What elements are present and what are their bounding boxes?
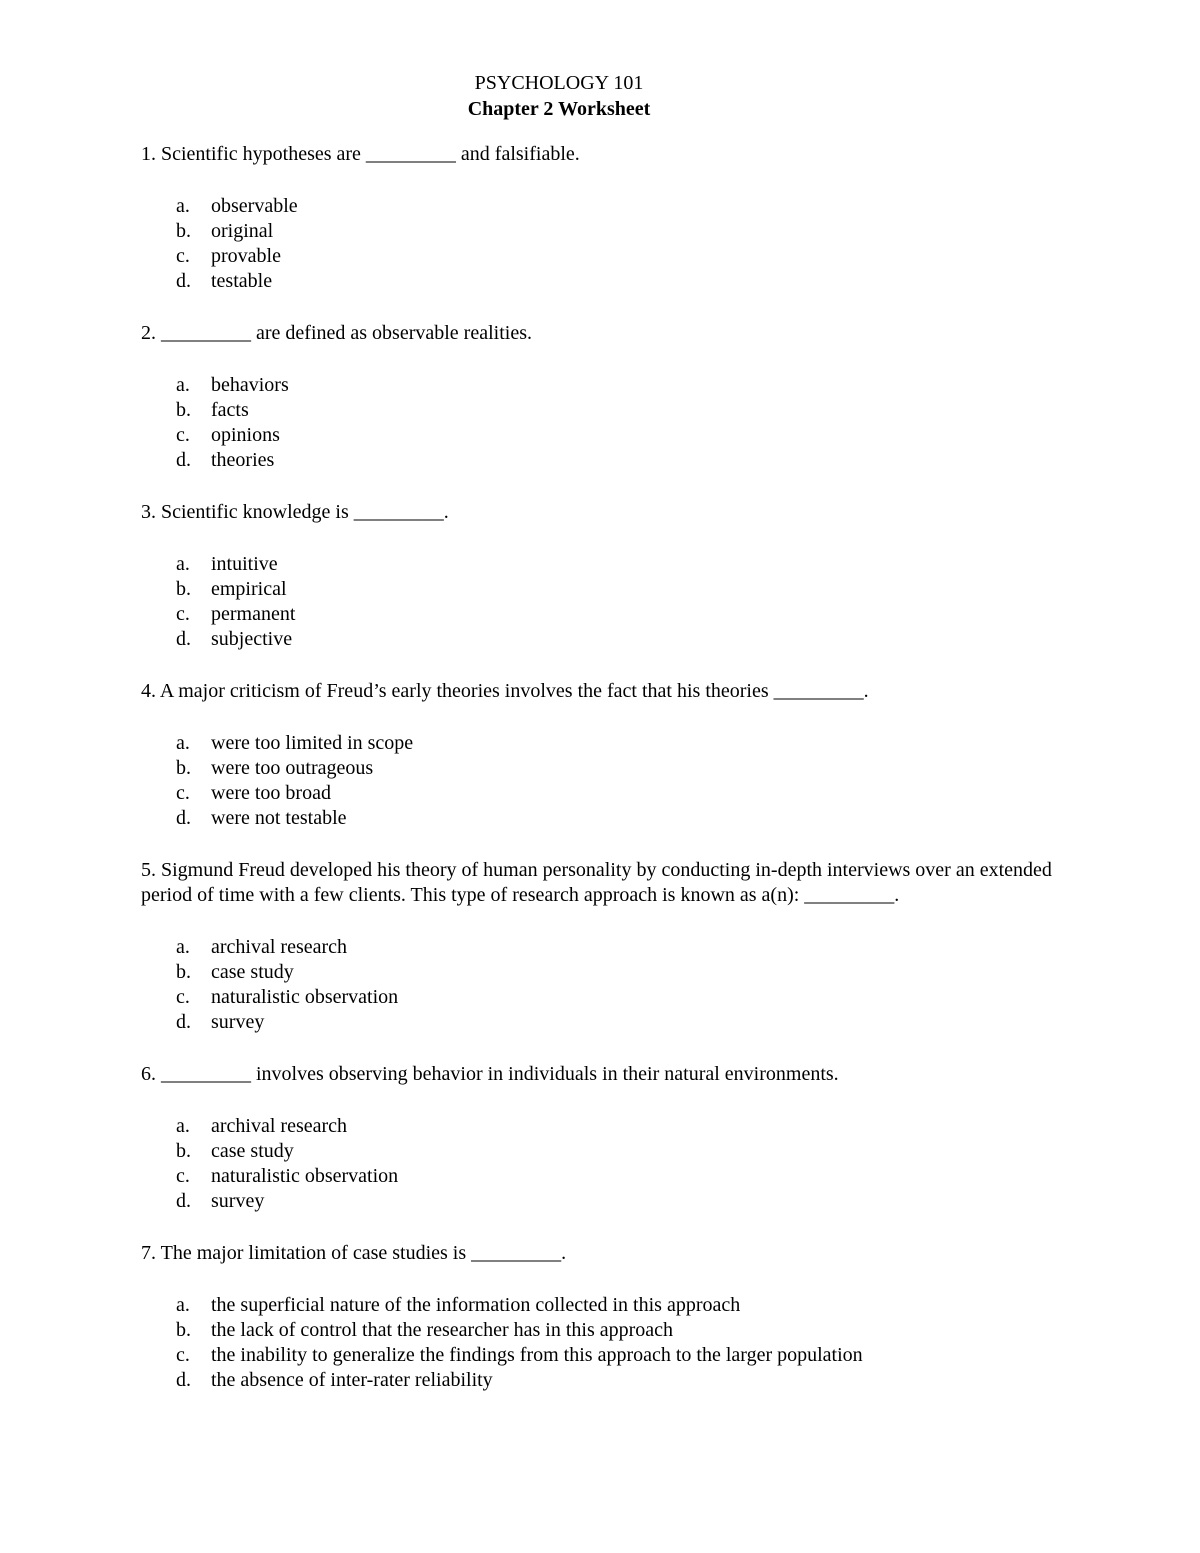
answer-option bbox=[141, 756, 1080, 781]
option-text: survey bbox=[211, 1011, 265, 1033]
answer-options bbox=[141, 731, 1080, 831]
answer-options bbox=[141, 1293, 1080, 1393]
option-letter: d. bbox=[176, 1369, 191, 1391]
option-text: original bbox=[211, 220, 274, 242]
option-text: intuitive bbox=[211, 553, 278, 575]
answer-option bbox=[141, 1343, 1080, 1368]
option-text: empirical bbox=[211, 578, 287, 600]
worksheet-title: Chapter 2 Worksheet bbox=[467, 98, 651, 120]
answer-option bbox=[141, 781, 1080, 806]
option-letter: d. bbox=[176, 449, 191, 471]
option-letter: b. bbox=[176, 399, 191, 421]
option-text: case study bbox=[211, 961, 294, 983]
option-text: were too broad bbox=[211, 782, 331, 804]
option-text: were too outrageous bbox=[211, 757, 374, 779]
option-letter: a. bbox=[176, 195, 190, 217]
question-stem: 7. The major limitation of case studies is _________. bbox=[141, 1242, 567, 1264]
question-4 bbox=[141, 679, 1080, 831]
option-letter: c. bbox=[176, 782, 190, 804]
question-stem: 5. Sigmund Freud developed his theory of human personality by conducting in-depth interviews over an extended period of time with a few clients. This type of research approach is known as a(n): _________. bbox=[141, 859, 1057, 906]
option-letter: d. bbox=[176, 1011, 191, 1033]
option-letter: d. bbox=[176, 1190, 191, 1212]
option-letter: b. bbox=[176, 1140, 191, 1162]
answer-option bbox=[141, 1293, 1080, 1318]
answer-option bbox=[141, 552, 1080, 577]
option-text: were not testable bbox=[211, 807, 347, 829]
question-3 bbox=[141, 500, 1080, 652]
answer-option bbox=[141, 1189, 1080, 1214]
answer-option bbox=[141, 1318, 1080, 1343]
option-letter: b. bbox=[176, 1319, 191, 1341]
answer-option bbox=[141, 1114, 1080, 1139]
option-letter: b. bbox=[176, 578, 191, 600]
option-text: were too limited in scope bbox=[211, 732, 414, 754]
option-text: the absence of inter-rater reliability bbox=[211, 1369, 493, 1391]
option-letter: a. bbox=[176, 936, 190, 958]
option-letter: b. bbox=[176, 961, 191, 983]
answer-option bbox=[141, 219, 1080, 244]
answer-option bbox=[141, 602, 1080, 627]
answer-option bbox=[141, 423, 1080, 448]
question-stem: 2. _________ are defined as observable realities. bbox=[141, 322, 532, 344]
question-stem: 6. _________ involves observing behavior in individuals in their natural environments. bbox=[141, 1063, 839, 1085]
answer-options bbox=[141, 373, 1080, 473]
option-text: the inability to generalize the findings from this approach to the larger population bbox=[211, 1344, 863, 1366]
option-text: naturalistic observation bbox=[211, 1165, 399, 1187]
answer-options bbox=[141, 935, 1080, 1035]
option-letter: a. bbox=[176, 1115, 190, 1137]
answer-option bbox=[141, 448, 1080, 473]
option-text: provable bbox=[211, 245, 281, 267]
option-text: theories bbox=[211, 449, 275, 471]
answer-option bbox=[141, 731, 1080, 756]
option-text: the superficial nature of the information collected in this approach bbox=[211, 1294, 741, 1316]
option-letter: c. bbox=[176, 424, 190, 446]
worksheet-header bbox=[0, 70, 1118, 122]
answer-option bbox=[141, 1164, 1080, 1189]
option-letter: b. bbox=[176, 757, 191, 779]
option-text: testable bbox=[211, 270, 273, 292]
option-letter: c. bbox=[176, 986, 190, 1008]
answer-option bbox=[141, 806, 1080, 831]
option-text: permanent bbox=[211, 603, 296, 625]
option-letter: c. bbox=[176, 1165, 190, 1187]
answer-option bbox=[141, 269, 1080, 294]
option-letter: d. bbox=[176, 807, 191, 829]
answer-option bbox=[141, 244, 1080, 269]
course-title: PSYCHOLOGY 101 bbox=[474, 72, 644, 94]
option-text: opinions bbox=[211, 424, 280, 446]
question-1 bbox=[141, 142, 1080, 294]
answer-option bbox=[141, 1368, 1080, 1393]
option-letter: d. bbox=[176, 270, 191, 292]
answer-option bbox=[141, 1010, 1080, 1035]
question-list bbox=[141, 142, 1080, 1393]
option-text: facts bbox=[211, 399, 249, 421]
answer-options bbox=[141, 1114, 1080, 1214]
option-letter: c. bbox=[176, 1344, 190, 1366]
option-letter: c. bbox=[176, 245, 190, 267]
question-7 bbox=[141, 1241, 1080, 1393]
option-text: archival research bbox=[211, 1115, 348, 1137]
option-letter: a. bbox=[176, 1294, 190, 1316]
option-letter: a. bbox=[176, 374, 190, 396]
question-stem: 4. A major criticism of Freud’s early theories involves the fact that his theories _________. bbox=[141, 680, 869, 702]
option-text: survey bbox=[211, 1190, 265, 1212]
answer-option bbox=[141, 985, 1080, 1010]
question-stem: 3. Scientific knowledge is _________. bbox=[141, 501, 449, 523]
option-text: behaviors bbox=[211, 374, 289, 396]
question-6 bbox=[141, 1062, 1080, 1214]
option-letter: a. bbox=[176, 732, 190, 754]
option-text: case study bbox=[211, 1140, 294, 1162]
question-5 bbox=[141, 858, 1080, 1035]
answer-option bbox=[141, 1139, 1080, 1164]
option-letter: c. bbox=[176, 603, 190, 625]
answer-option bbox=[141, 960, 1080, 985]
question-stem: 1. Scientific hypotheses are _________ and falsifiable. bbox=[141, 143, 580, 165]
option-letter: d. bbox=[176, 628, 191, 650]
option-text: archival research bbox=[211, 936, 348, 958]
question-2 bbox=[141, 321, 1080, 473]
answer-options bbox=[141, 552, 1080, 652]
option-text: observable bbox=[211, 195, 298, 217]
option-text: subjective bbox=[211, 628, 293, 650]
option-text: the lack of control that the researcher has in this approach bbox=[211, 1319, 674, 1341]
answer-option bbox=[141, 398, 1080, 423]
answer-options bbox=[141, 194, 1080, 294]
option-letter: b. bbox=[176, 220, 191, 242]
answer-option bbox=[141, 935, 1080, 960]
option-text: naturalistic observation bbox=[211, 986, 399, 1008]
answer-option bbox=[141, 627, 1080, 652]
answer-option bbox=[141, 577, 1080, 602]
answer-option bbox=[141, 373, 1080, 398]
option-letter: a. bbox=[176, 553, 190, 575]
answer-option bbox=[141, 194, 1080, 219]
